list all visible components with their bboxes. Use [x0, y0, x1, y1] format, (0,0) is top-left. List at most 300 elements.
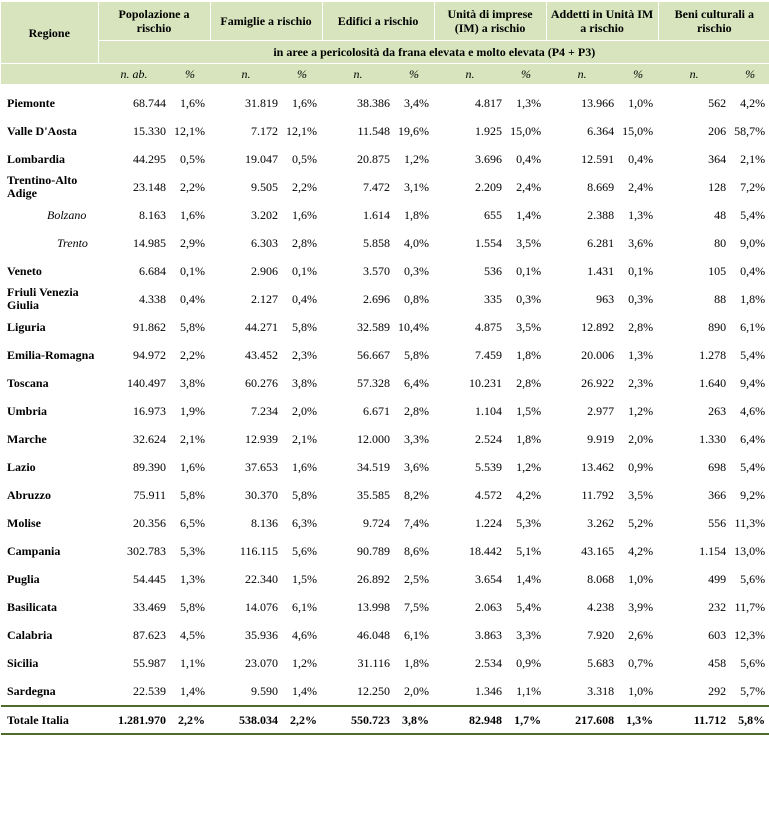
percent-cell: 1,3% — [180, 571, 206, 586]
count-cell: 12.892 — [581, 319, 615, 334]
table-row — [1, 537, 769, 565]
percent-cell: 58,7% — [734, 123, 766, 138]
region-name: Toscana — [7, 375, 49, 390]
table-row — [1, 565, 769, 593]
count-cell: 2.534 — [475, 655, 503, 670]
total-cell: 1,7% — [506, 706, 546, 734]
table-row — [1, 117, 769, 145]
region-name: Veneto — [7, 263, 42, 278]
table-row — [1, 285, 769, 313]
count-cell: 12.591 — [581, 151, 615, 166]
count-cell: 7.472 — [363, 179, 391, 194]
count-cell: 4.875 — [475, 319, 503, 334]
table-row — [1, 173, 769, 201]
count-cell: 43.165 — [581, 543, 615, 558]
count-cell: 13.462 — [581, 459, 615, 474]
unit-label: n. — [322, 64, 394, 85]
percent-cell: 3,3% — [516, 627, 542, 642]
total-cell: 5,8% — [730, 706, 769, 734]
percent-cell: 1,6% — [292, 207, 318, 222]
percent-cell: 1,1% — [180, 655, 206, 670]
table-row — [1, 677, 769, 706]
unit-label: n. — [546, 64, 618, 85]
percent-cell: 3,5% — [516, 235, 542, 250]
region-name: Abruzzo — [7, 487, 51, 502]
group-header-famiglie: Famiglie a rischio — [210, 2, 322, 41]
percent-cell: 2,0% — [404, 683, 430, 698]
percent-cell: 3,4% — [404, 95, 430, 110]
percent-cell: 1,3% — [628, 207, 654, 222]
region-name: Campania — [7, 543, 61, 558]
unit-label: n. — [434, 64, 506, 85]
percent-cell: 2,0% — [628, 431, 654, 446]
percent-cell: 1,8% — [516, 431, 542, 446]
percent-cell: 0,1% — [628, 263, 654, 278]
count-cell: 34.519 — [357, 459, 391, 474]
total-cell: 538.034 — [210, 706, 282, 734]
count-cell: 3.262 — [587, 515, 615, 530]
table-row — [1, 145, 769, 173]
percent-cell: 7,2% — [740, 179, 766, 194]
percent-cell: 1,6% — [292, 95, 318, 110]
percent-cell: 2,1% — [180, 431, 206, 446]
count-cell: 88 — [714, 291, 727, 306]
total-cell: 1.281.970 — [98, 706, 170, 734]
count-cell: 90.789 — [357, 543, 391, 558]
percent-cell: 2,4% — [628, 179, 654, 194]
percent-cell: 3,6% — [404, 459, 430, 474]
percent-cell: 2,1% — [292, 431, 318, 446]
count-cell: 31.116 — [357, 655, 391, 670]
percent-cell: 1,4% — [292, 683, 318, 698]
percent-cell: 13,0% — [734, 543, 766, 558]
count-cell: 6.671 — [363, 403, 391, 418]
unit-label: % — [506, 64, 546, 85]
count-cell: 458 — [708, 655, 727, 670]
percent-cell: 6,3% — [292, 515, 318, 530]
count-cell: 26.922 — [581, 375, 615, 390]
percent-cell: 0,9% — [628, 459, 654, 474]
percent-cell: 1,2% — [628, 403, 654, 418]
percent-cell: 3,8% — [180, 375, 206, 390]
count-cell: 20.356 — [133, 515, 166, 530]
percent-cell: 1,2% — [404, 151, 430, 166]
percent-cell: 1,6% — [180, 95, 206, 110]
count-cell: 32.624 — [133, 431, 166, 446]
percent-cell: 4,2% — [516, 487, 542, 502]
percent-cell: 1,0% — [628, 571, 654, 586]
count-cell: 87.623 — [133, 627, 166, 642]
unit-label: % — [618, 64, 658, 85]
percent-cell: 0,4% — [628, 151, 654, 166]
region-name: Emilia-Romagna — [7, 347, 95, 362]
count-cell: 15.330 — [133, 123, 166, 138]
percent-cell: 1,4% — [516, 207, 542, 222]
percent-cell: 15,0% — [510, 123, 542, 138]
count-cell: 603 — [708, 627, 727, 642]
group-header-beni-culturali: Beni culturali a rischio — [658, 2, 769, 41]
region-name: Lazio — [7, 459, 36, 474]
percent-cell: 6,1% — [740, 319, 766, 334]
count-cell: 20.875 — [357, 151, 391, 166]
region-name: Basilicata — [7, 599, 57, 614]
count-cell: 2.209 — [475, 179, 503, 194]
table-row — [1, 84, 769, 117]
region-name: Marche — [7, 431, 47, 446]
table-row — [1, 257, 769, 285]
table-row — [1, 509, 769, 537]
count-cell: 20.006 — [581, 347, 615, 362]
total-cell: 217.608 — [546, 706, 618, 734]
count-cell: 11.792 — [581, 487, 615, 502]
percent-cell: 0,3% — [404, 263, 430, 278]
count-cell: 7.172 — [251, 123, 279, 138]
count-cell: 30.370 — [245, 487, 279, 502]
count-cell: 13.998 — [357, 599, 391, 614]
count-cell: 562 — [708, 95, 727, 110]
count-cell: 6.684 — [139, 263, 166, 278]
count-cell: 302.783 — [127, 543, 166, 558]
count-cell: 2.524 — [475, 431, 503, 446]
percent-cell: 5,8% — [292, 319, 318, 334]
percent-cell: 5,4% — [740, 207, 766, 222]
unit-label: % — [394, 64, 434, 85]
percent-cell: 0,5% — [180, 151, 206, 166]
risk-table — [1, 2, 769, 735]
percent-cell: 12,1% — [174, 123, 206, 138]
table-row — [1, 425, 769, 453]
count-cell: 4.817 — [475, 95, 503, 110]
percent-cell: 2,8% — [404, 403, 430, 418]
count-cell: 364 — [708, 151, 727, 166]
count-cell: 1.278 — [699, 347, 727, 362]
count-cell: 4.238 — [587, 599, 615, 614]
table-row — [1, 649, 769, 677]
percent-cell: 5,8% — [180, 599, 206, 614]
count-cell: 556 — [708, 515, 727, 530]
unit-label: n. ab. — [98, 64, 170, 85]
percent-cell: 0,3% — [516, 291, 542, 306]
unit-label: n. — [658, 64, 730, 85]
count-cell: 499 — [708, 571, 727, 586]
count-cell: 232 — [708, 599, 727, 614]
percent-cell: 2,6% — [628, 627, 654, 642]
count-cell: 60.276 — [245, 375, 279, 390]
count-cell: 31.819 — [245, 95, 279, 110]
count-cell: 35.585 — [357, 487, 391, 502]
count-cell: 9.919 — [587, 431, 615, 446]
percent-cell: 3,5% — [516, 319, 542, 334]
count-cell: 335 — [484, 291, 503, 306]
count-cell: 68.744 — [133, 95, 166, 110]
percent-cell: 2,8% — [292, 235, 318, 250]
count-cell: 2.977 — [587, 403, 615, 418]
region-name: Sardegna — [7, 683, 56, 698]
percent-cell: 0,1% — [180, 263, 206, 278]
table-row — [1, 341, 769, 369]
percent-cell: 4,6% — [292, 627, 318, 642]
percent-cell: 0,9% — [516, 655, 542, 670]
percent-cell: 0,4% — [180, 291, 206, 306]
percent-cell: 11,7% — [734, 599, 766, 614]
percent-cell: 3,9% — [628, 599, 654, 614]
count-cell: 16.973 — [133, 403, 166, 418]
percent-cell: 0,8% — [404, 291, 430, 306]
region-name: Friuli Venezia Giulia — [7, 285, 79, 312]
percent-cell: 6,4% — [404, 375, 430, 390]
count-cell: 75.911 — [133, 487, 166, 502]
percent-cell: 10,4% — [398, 319, 430, 334]
percent-cell: 5,4% — [740, 459, 766, 474]
region-name: Molise — [7, 515, 41, 530]
table-row — [1, 201, 769, 229]
count-cell: 5.683 — [587, 655, 615, 670]
percent-cell: 1,2% — [516, 459, 542, 474]
percent-cell: 5,8% — [180, 319, 206, 334]
region-column-header: Regione — [1, 2, 98, 64]
count-cell: 3.318 — [587, 683, 615, 698]
unit-label: % — [282, 64, 322, 85]
table-subtitle: in aree a pericolosità da frana elevata e molto elevata (P4 + P3) — [98, 41, 769, 64]
count-cell: 3.863 — [475, 627, 503, 642]
percent-cell: 8,6% — [404, 543, 430, 558]
count-cell: 12.000 — [357, 431, 391, 446]
percent-cell: 5,3% — [516, 515, 542, 530]
count-cell: 22.539 — [133, 683, 166, 698]
percent-cell: 7,4% — [404, 515, 430, 530]
percent-cell: 5,8% — [292, 487, 318, 502]
count-cell: 2.063 — [475, 599, 503, 614]
count-cell: 33.469 — [133, 599, 166, 614]
unit-label: % — [170, 64, 210, 85]
percent-cell: 1,6% — [292, 459, 318, 474]
count-cell: 1.431 — [587, 263, 615, 278]
total-cell: 11.712 — [658, 706, 730, 734]
percent-cell: 1,5% — [516, 403, 542, 418]
total-row — [1, 706, 769, 734]
count-cell: 8.136 — [251, 515, 279, 530]
count-cell: 8.068 — [587, 571, 615, 586]
region-name: Valle D'Aosta — [7, 123, 77, 138]
percent-cell: 9,2% — [740, 487, 766, 502]
count-cell: 18.442 — [469, 543, 503, 558]
count-cell: 2.127 — [251, 291, 279, 306]
count-cell: 44.295 — [133, 151, 166, 166]
count-cell: 23.148 — [133, 179, 166, 194]
count-cell: 6.364 — [587, 123, 615, 138]
count-cell: 4.572 — [475, 487, 503, 502]
percent-cell: 4,5% — [180, 627, 206, 642]
region-name: Calabria — [7, 627, 53, 642]
count-cell: 57.328 — [357, 375, 391, 390]
percent-cell: 1,9% — [180, 403, 206, 418]
count-cell: 9.505 — [251, 179, 279, 194]
percent-cell: 2,4% — [516, 179, 542, 194]
percent-cell: 4,2% — [628, 543, 654, 558]
count-cell: 7.920 — [587, 627, 615, 642]
percent-cell: 5,6% — [292, 543, 318, 558]
count-cell: 7.234 — [251, 403, 279, 418]
count-cell: 366 — [708, 487, 727, 502]
count-cell: 91.862 — [133, 319, 166, 334]
count-cell: 2.906 — [251, 263, 279, 278]
percent-cell: 1,4% — [180, 683, 206, 698]
percent-cell: 1,8% — [404, 655, 430, 670]
count-cell: 1.614 — [363, 207, 391, 222]
count-cell: 3.202 — [251, 207, 279, 222]
percent-cell: 2,2% — [180, 179, 206, 194]
count-cell: 44.271 — [245, 319, 279, 334]
percent-cell: 2,5% — [404, 571, 430, 586]
count-cell: 19.047 — [245, 151, 279, 166]
count-cell: 46.048 — [357, 627, 391, 642]
percent-cell: 1,4% — [516, 571, 542, 586]
count-cell: 5.539 — [475, 459, 503, 474]
count-cell: 4.338 — [139, 291, 166, 306]
percent-cell: 0,4% — [516, 151, 542, 166]
percent-cell: 5,6% — [740, 571, 766, 586]
table-row — [1, 229, 769, 257]
percent-cell: 5,4% — [740, 347, 766, 362]
total-label: Totale Italia — [1, 706, 98, 734]
percent-cell: 5,8% — [404, 347, 430, 362]
count-cell: 9.724 — [363, 515, 391, 530]
count-cell: 536 — [484, 263, 503, 278]
total-cell: 82.948 — [434, 706, 506, 734]
count-cell: 1.104 — [475, 403, 503, 418]
percent-cell: 2,8% — [516, 375, 542, 390]
count-cell: 655 — [484, 207, 503, 222]
count-cell: 3.570 — [363, 263, 391, 278]
percent-cell: 7,5% — [404, 599, 430, 614]
count-cell: 116.115 — [239, 543, 279, 558]
percent-cell: 1,2% — [292, 655, 318, 670]
group-header-edifici: Edifici a rischio — [322, 2, 434, 41]
percent-cell: 5,3% — [180, 543, 206, 558]
unit-spacer — [1, 64, 98, 85]
percent-cell: 1,6% — [180, 207, 206, 222]
count-cell: 963 — [596, 291, 615, 306]
table-row — [1, 453, 769, 481]
table-row — [1, 313, 769, 341]
percent-cell: 5,4% — [516, 599, 542, 614]
region-name: Bolzano — [47, 207, 87, 222]
count-cell: 55.987 — [133, 655, 166, 670]
percent-cell: 0,5% — [292, 151, 318, 166]
count-cell: 263 — [708, 403, 727, 418]
percent-cell: 2,8% — [628, 319, 654, 334]
percent-cell: 1,3% — [628, 347, 654, 362]
unit-label: n. — [210, 64, 282, 85]
percent-cell: 6,4% — [740, 431, 766, 446]
table-row — [1, 621, 769, 649]
percent-cell: 19,6% — [398, 123, 430, 138]
percent-cell: 5,8% — [180, 487, 206, 502]
region-name: Sicilia — [7, 655, 39, 670]
count-cell: 12.939 — [245, 431, 279, 446]
count-cell: 2.696 — [363, 291, 391, 306]
table-row — [1, 593, 769, 621]
table-row — [1, 397, 769, 425]
count-cell: 48 — [714, 207, 727, 222]
percent-cell: 2,2% — [180, 347, 206, 362]
total-cell: 1,3% — [618, 706, 658, 734]
percent-cell: 4,0% — [404, 235, 430, 250]
count-cell: 292 — [708, 683, 727, 698]
count-cell: 890 — [708, 319, 727, 334]
percent-cell: 11,3% — [734, 515, 766, 530]
count-cell: 8.163 — [139, 207, 166, 222]
count-cell: 12.250 — [357, 683, 391, 698]
percent-cell: 1,8% — [740, 291, 766, 306]
region-name: Umbria — [7, 403, 47, 418]
percent-cell: 9,0% — [740, 235, 766, 250]
table-row — [1, 481, 769, 509]
count-cell: 1.330 — [699, 431, 727, 446]
percent-cell: 5,2% — [628, 515, 654, 530]
percent-cell: 3,6% — [628, 235, 654, 250]
total-cell: 550.723 — [322, 706, 394, 734]
unit-label: % — [730, 64, 769, 85]
total-cell: 2,2% — [170, 706, 210, 734]
percent-cell: 5,1% — [516, 543, 542, 558]
percent-cell: 2,9% — [180, 235, 206, 250]
group-header-addetti: Addetti in Unità IM a rischio — [546, 2, 658, 41]
count-cell: 11.548 — [357, 123, 391, 138]
count-cell: 35.936 — [245, 627, 279, 642]
percent-cell: 12,3% — [734, 627, 766, 642]
count-cell: 23.070 — [245, 655, 279, 670]
percent-cell: 3,8% — [292, 375, 318, 390]
count-cell: 128 — [708, 179, 727, 194]
percent-cell: 0,4% — [740, 263, 766, 278]
percent-cell: 1,8% — [404, 207, 430, 222]
count-cell: 14.076 — [245, 599, 279, 614]
count-cell: 8.669 — [587, 179, 615, 194]
percent-cell: 1,6% — [180, 459, 206, 474]
percent-cell: 3,5% — [628, 487, 654, 502]
count-cell: 32.589 — [357, 319, 391, 334]
percent-cell: 0,7% — [628, 655, 654, 670]
region-name: Trentino-Alto Adige — [7, 173, 78, 200]
count-cell: 2.388 — [587, 207, 615, 222]
percent-cell: 0,1% — [516, 263, 542, 278]
percent-cell: 8,2% — [404, 487, 430, 502]
count-cell: 1.640 — [699, 375, 727, 390]
region-name: Piemonte — [7, 95, 55, 110]
percent-cell: 9,4% — [740, 375, 766, 390]
count-cell: 38.386 — [357, 95, 391, 110]
total-cell: 2,2% — [282, 706, 322, 734]
count-cell: 94.972 — [133, 347, 166, 362]
percent-cell: 1,3% — [516, 95, 542, 110]
count-cell: 105 — [708, 263, 727, 278]
count-cell: 26.892 — [357, 571, 391, 586]
region-name: Puglia — [7, 571, 40, 586]
count-cell: 5.858 — [363, 235, 391, 250]
percent-cell: 1,0% — [628, 95, 654, 110]
percent-cell: 1,8% — [516, 347, 542, 362]
count-cell: 54.445 — [133, 571, 166, 586]
count-cell: 206 — [708, 123, 727, 138]
count-cell: 3.654 — [475, 571, 503, 586]
total-cell: 3,8% — [394, 706, 434, 734]
percent-cell: 0,4% — [292, 291, 318, 306]
percent-cell: 5,7% — [740, 683, 766, 698]
count-cell: 80 — [714, 235, 727, 250]
region-name: Liguria — [7, 319, 46, 334]
percent-cell: 6,1% — [292, 599, 318, 614]
